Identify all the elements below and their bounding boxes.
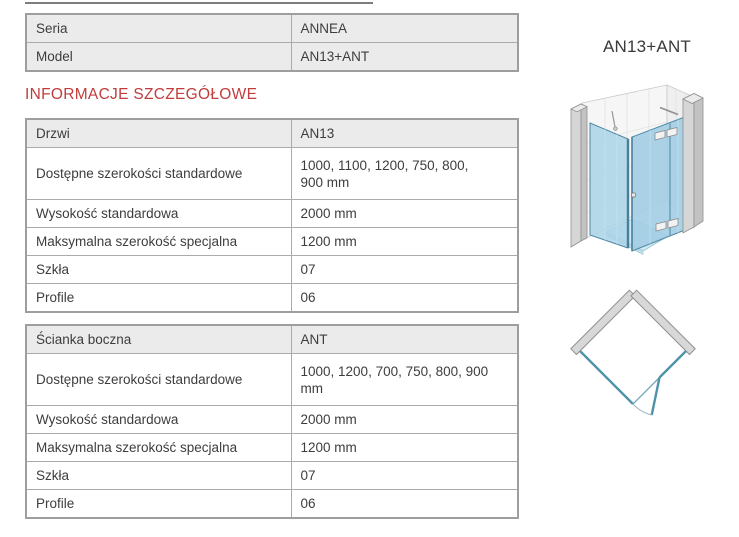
spec-label-cell: Drzwi [26,119,291,148]
spec-value-cell: ANNEA [291,14,518,43]
wall-edge-left [571,104,587,247]
top-divider-rule [25,2,373,4]
table-row-height [26,200,518,228]
spec-value-cell: 07 [291,256,518,284]
glass-side-panel [590,123,628,248]
spec-value-cell: ANT [291,325,518,354]
spec-label-cell: Dostępne szerokości standardowe [26,354,291,406]
plan-wall-right [631,290,695,354]
table-row-profiles [26,284,518,313]
spec-value-cell: 1200 mm [291,434,518,462]
spec-label-cell: Seria [26,14,291,43]
plan-door-open [652,378,660,416]
table-row-model [26,43,518,72]
spec-label-cell: Model [26,43,291,72]
door-spec-table [25,118,519,313]
table-row-max-width [26,228,518,256]
spec-label-cell: Profile [26,284,291,313]
spec-label-cell: Dostępne szerokości standardowe [26,148,291,200]
spec-value-cell: 06 [291,490,518,519]
spec-value-cell: AN13+ANT [291,43,518,72]
spec-label-cell: Maksymalna szerokość specjalna [26,434,291,462]
spec-label-cell: Ścianka boczna [26,325,291,354]
table-row-height [26,406,518,434]
plan-side-panel [580,351,633,404]
spec-label-cell: Wysokość standardowa [26,406,291,434]
summary-table [25,13,519,72]
spec-value-cell: 2000 mm [291,200,518,228]
spec-label-cell: Profile [26,490,291,519]
side-panel-spec-table [25,324,519,519]
product-model-title: AN13+ANT [602,37,692,56]
table-row-max-width [26,434,518,462]
table-row-seria [26,14,518,43]
plan-wall-left [571,290,635,354]
spec-value-cell: 1000, 1200, 700, 750, 800, 900 mm [291,354,518,406]
spec-label-cell: Szkła [26,256,291,284]
spec-value-cell: 07 [291,462,518,490]
table-row-widths [26,354,518,406]
spec-value-cell: 2000 mm [291,406,518,434]
table-row-profiles [26,490,518,519]
shower-enclosure-perspective-drawing [560,82,739,262]
spec-label-cell: Maksymalna szerokość specjalna [26,228,291,256]
spec-value-cell: 06 [291,284,518,313]
table-header-row [26,119,518,148]
shower-enclosure-plan-drawing [570,283,720,433]
spec-value-cell: 1200 mm [291,228,518,256]
wall-edge-right [683,94,703,234]
spec-value-cell: AN13 [291,119,518,148]
table-header-row [26,325,518,354]
table-row-glass [26,256,518,284]
table-row-widths [26,148,518,200]
spec-value-cell: 1000, 1100, 1200, 750, 800, 900 mm [291,148,518,200]
spec-label-cell: Wysokość standardowa [26,200,291,228]
table-row-glass [26,462,518,490]
door-handle-icon [631,193,635,197]
plan-door-swing-arc [633,404,652,415]
spec-label-cell: Szkła [26,462,291,490]
section-heading: INFORMACJE SZCZEGÓŁOWE [25,86,258,103]
plan-door-fixed-segment [660,351,687,378]
